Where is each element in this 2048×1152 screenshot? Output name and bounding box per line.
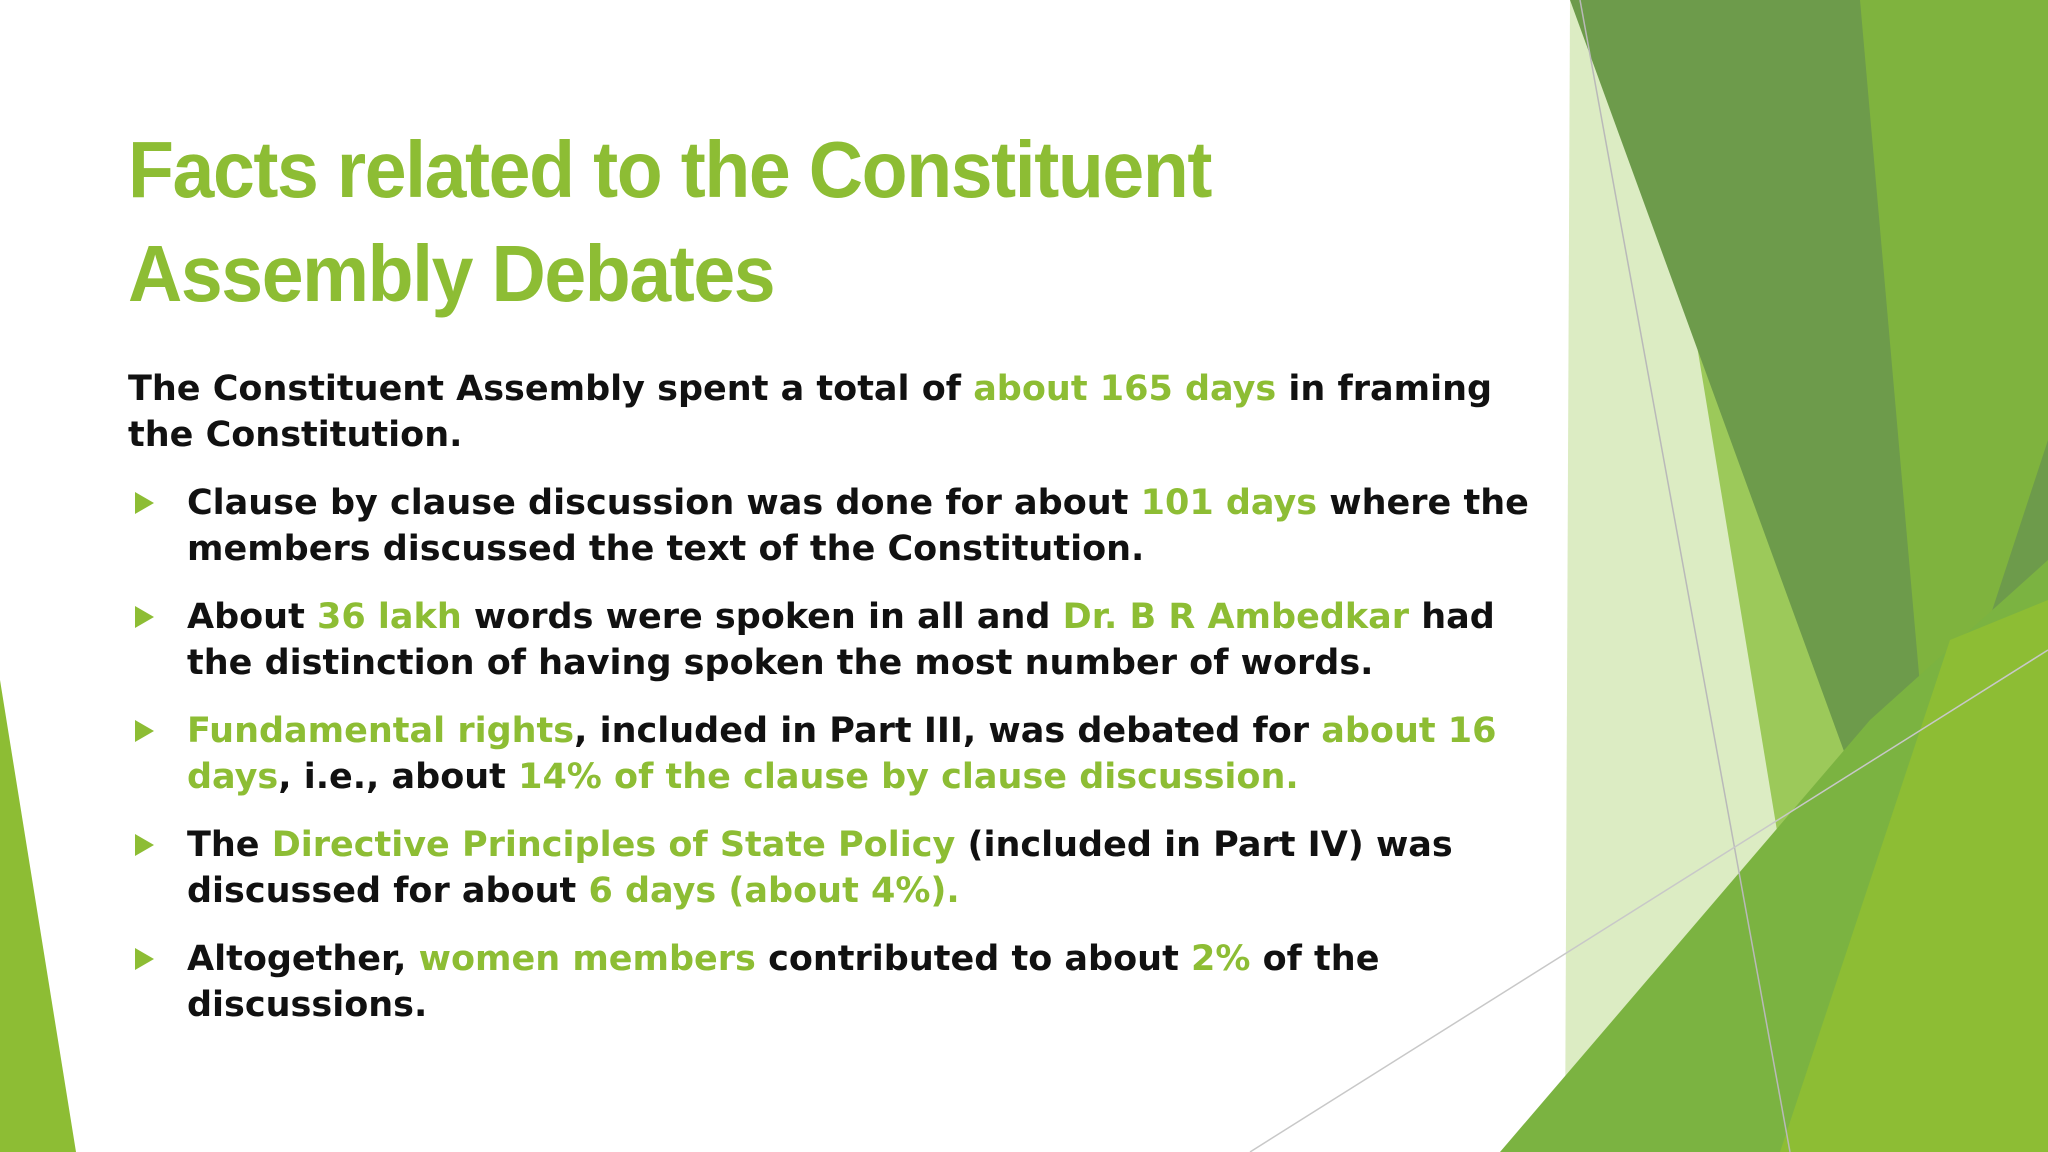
- bullet-text: Altogether,: [187, 939, 419, 979]
- bullet-item: [128, 480, 1558, 572]
- intro-text-1: The Constituent Assembly spent a total of: [128, 369, 974, 409]
- intro-paragraph: [128, 366, 1558, 458]
- arrow-bullet-icon: [135, 492, 154, 514]
- bullet-highlight: Fundamental rights: [187, 711, 575, 751]
- arrow-bullet-icon: [135, 606, 154, 628]
- bullet-text: where the members discussed the text of the Constitution.: [187, 483, 1529, 569]
- bullet-item: [128, 594, 1558, 686]
- bullet-text: The: [187, 825, 272, 865]
- bullet-text: (included in Part IV) was discussed for about: [187, 825, 1453, 911]
- arrow-bullet-icon: [135, 720, 154, 742]
- bullet-item: [128, 936, 1558, 1028]
- bullet-item: [128, 708, 1558, 800]
- arrow-bullet-icon: [135, 834, 154, 856]
- decor-shape-left-bright-band: [0, 680, 76, 1152]
- bullet-item: [128, 822, 1558, 914]
- bullet-text: had the distinction of having spoken the most number of words.: [187, 597, 1495, 683]
- bullet-text: contributed to about: [755, 939, 1191, 979]
- page-title: Facts related to the Constituent Assembly Debates: [128, 125, 1211, 318]
- bullet-highlight: 14% of the clause by clause discussion.: [518, 757, 1299, 797]
- bullet-text: of the discussions.: [187, 939, 1380, 1025]
- bullet-highlight: Dr. B R Ambedkar: [1062, 597, 1410, 637]
- intro-highlight-days: about 165 days: [973, 369, 1277, 409]
- bullet-text: About: [187, 597, 318, 637]
- bullet-text: words were spoken in all and: [461, 597, 1063, 637]
- bullet-highlight: Directive Principles of State Policy: [271, 825, 956, 865]
- bullet-text: , included in Part III, was debated for: [574, 711, 1322, 751]
- slide-content: [128, 366, 1558, 1050]
- bullet-highlight: 6 days (about 4%).: [588, 871, 960, 911]
- bullet-list: [128, 480, 1558, 1028]
- bullet-highlight: about 16 days: [187, 711, 1497, 797]
- bullet-highlight: 2%: [1190, 939, 1251, 979]
- bullet-text: , i.e., about: [278, 757, 519, 797]
- bullet-text: Clause by clause discussion was done for about: [187, 483, 1141, 523]
- bullet-highlight: 36 lakh: [317, 597, 462, 637]
- intro-text-2: in framing the Constitution.: [128, 369, 1493, 455]
- bullet-highlight: 101 days: [1140, 483, 1318, 523]
- arrow-bullet-icon: [135, 948, 154, 970]
- bullet-highlight: women members: [418, 939, 756, 979]
